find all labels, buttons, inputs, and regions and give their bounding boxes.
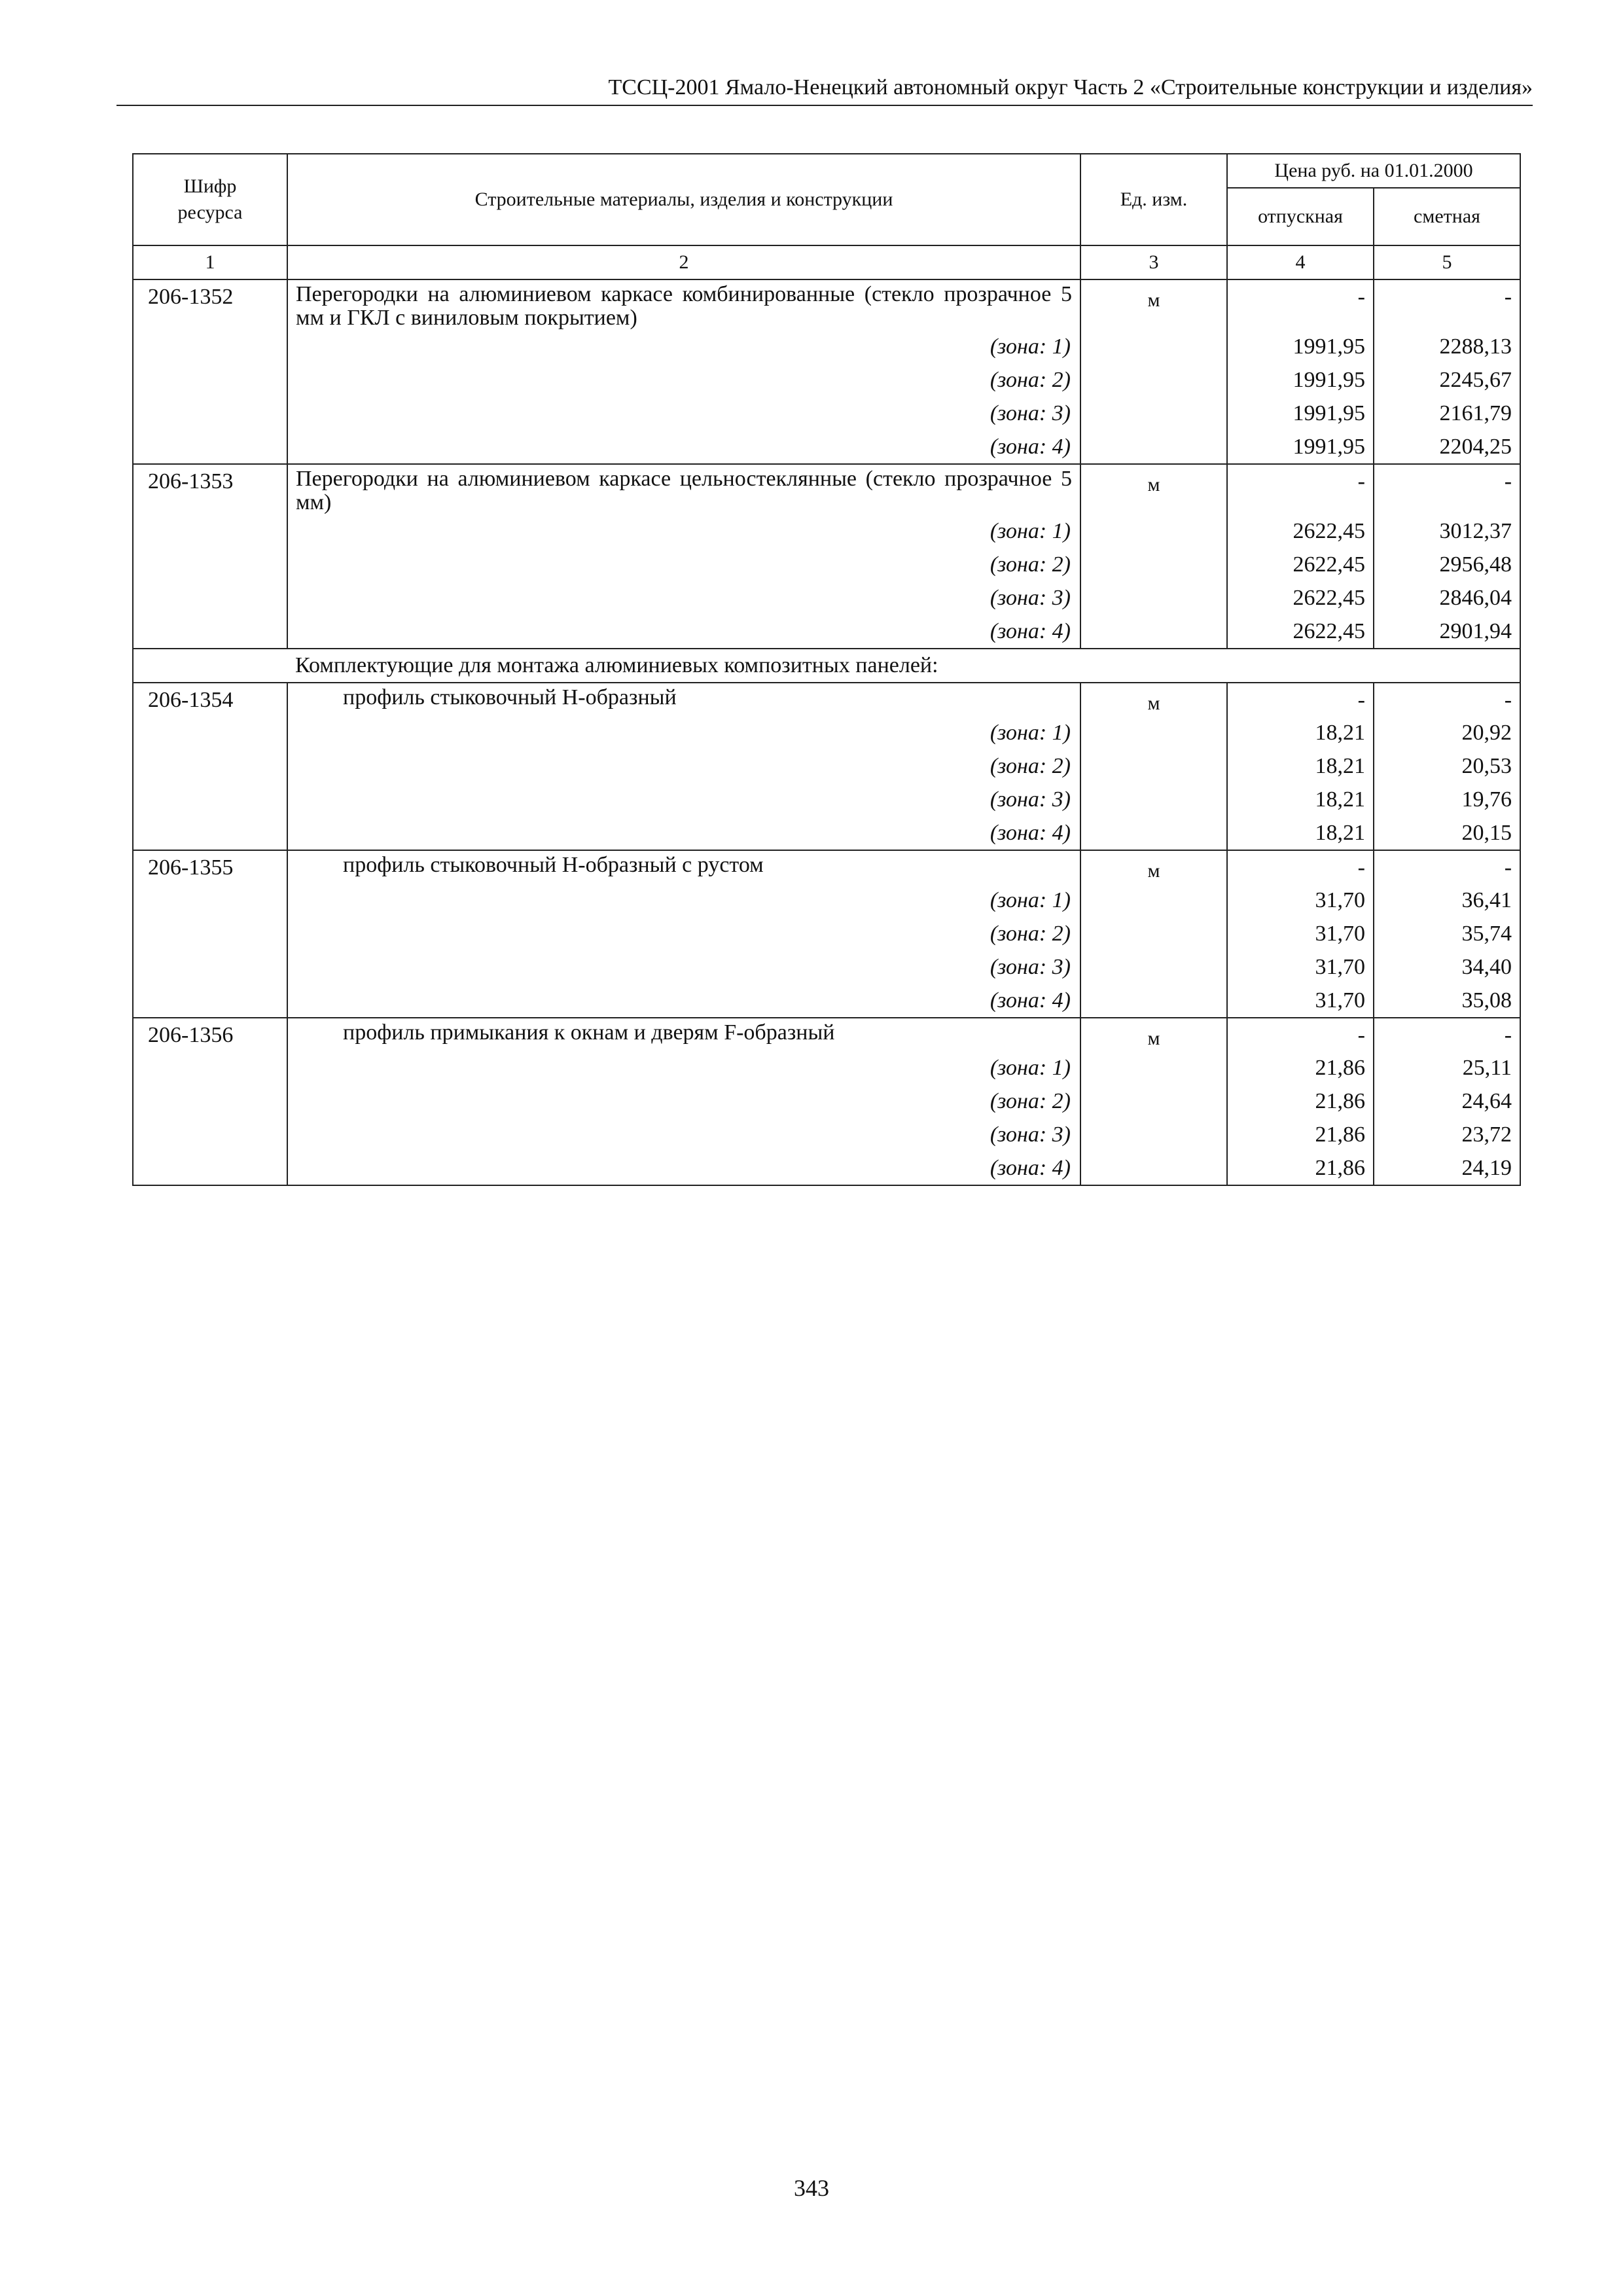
zone-estimate: 2901,94 bbox=[1374, 615, 1520, 649]
running-header: ТССЦ-2001 Ямало-Ненецкий автономный округ Часть 2 «Строительные конструкции и изделия» bbox=[116, 71, 1533, 106]
zone-release: 18,21 bbox=[1227, 716, 1374, 749]
zone-release: 21,86 bbox=[1227, 1151, 1374, 1185]
zone-estimate: 24,64 bbox=[1374, 1085, 1520, 1118]
resource-code: 206-1356 bbox=[133, 1018, 287, 1051]
page-number: 343 bbox=[794, 2175, 829, 2201]
zone-estimate: 2245,67 bbox=[1374, 363, 1520, 397]
zone-release: 2622,45 bbox=[1227, 615, 1374, 649]
zone-release: 1991,95 bbox=[1227, 363, 1374, 397]
zone-row bbox=[133, 581, 1520, 615]
zone-release: 31,70 bbox=[1227, 950, 1374, 984]
zone-row bbox=[133, 749, 1520, 783]
zone-estimate: 20,53 bbox=[1374, 749, 1520, 783]
zone-label: (зона: 2) bbox=[287, 363, 1080, 397]
zone-row bbox=[133, 1085, 1520, 1118]
zone-estimate: 35,74 bbox=[1374, 917, 1520, 950]
table-row bbox=[133, 279, 1520, 330]
zone-label: (зона: 1) bbox=[287, 514, 1080, 548]
zone-label: (зона: 1) bbox=[287, 716, 1080, 749]
header-name: Строительные материалы, изделия и конструкции bbox=[287, 154, 1080, 245]
resource-code: 206-1355 bbox=[133, 850, 287, 884]
zone-label: (зона: 4) bbox=[287, 816, 1080, 850]
zone-release: 21,86 bbox=[1227, 1085, 1374, 1118]
resource-unit: м bbox=[1080, 464, 1227, 514]
zone-label: (зона: 4) bbox=[287, 984, 1080, 1018]
resource-group bbox=[133, 850, 1520, 1018]
table-row bbox=[133, 850, 1520, 884]
resource-group bbox=[133, 1018, 1520, 1185]
column-number: 5 bbox=[1374, 245, 1520, 279]
zone-release: 18,21 bbox=[1227, 816, 1374, 850]
zone-estimate: 2846,04 bbox=[1374, 581, 1520, 615]
zone-release: 2622,45 bbox=[1227, 514, 1374, 548]
header-code: Шифр ресурса bbox=[133, 154, 287, 245]
zone-estimate: 24,19 bbox=[1374, 1151, 1520, 1185]
zone-estimate: 25,11 bbox=[1374, 1051, 1520, 1085]
column-number: 4 bbox=[1227, 245, 1374, 279]
zone-row bbox=[133, 363, 1520, 397]
zone-label: (зона: 2) bbox=[287, 917, 1080, 950]
price-release: - bbox=[1227, 464, 1374, 514]
zone-row bbox=[133, 884, 1520, 917]
zone-label: (зона: 2) bbox=[287, 1085, 1080, 1118]
zone-release: 2622,45 bbox=[1227, 548, 1374, 581]
price-estimate: - bbox=[1374, 279, 1520, 330]
section-title: Комплектующие для монтажа алюминиевых композитных панелей: bbox=[287, 649, 1520, 683]
zone-estimate: 19,76 bbox=[1374, 783, 1520, 816]
column-number: 1 bbox=[133, 245, 287, 279]
resource-unit: м bbox=[1080, 683, 1227, 716]
zone-estimate: 20,15 bbox=[1374, 816, 1520, 850]
zone-label: (зона: 1) bbox=[287, 884, 1080, 917]
price-estimate: - bbox=[1374, 464, 1520, 514]
zone-label: (зона: 3) bbox=[287, 1118, 1080, 1151]
table-row bbox=[133, 1018, 1520, 1051]
zone-release: 18,21 bbox=[1227, 783, 1374, 816]
zone-estimate: 35,08 bbox=[1374, 984, 1520, 1018]
resource-group bbox=[133, 279, 1520, 464]
zone-release: 31,70 bbox=[1227, 917, 1374, 950]
zone-estimate: 2956,48 bbox=[1374, 548, 1520, 581]
resource-group bbox=[133, 683, 1520, 850]
header-price-group: Цена руб. на 01.01.2000 bbox=[1227, 154, 1520, 188]
resource-code: 206-1353 bbox=[133, 464, 287, 514]
zone-row bbox=[133, 917, 1520, 950]
zone-row bbox=[133, 1118, 1520, 1151]
header-price-estimate: сметная bbox=[1374, 188, 1520, 245]
zone-row bbox=[133, 1151, 1520, 1185]
resource-name: профиль примыкания к окнам и дверям F-образный bbox=[287, 1018, 1080, 1051]
table-row bbox=[133, 464, 1520, 514]
zone-release: 21,86 bbox=[1227, 1118, 1374, 1151]
zone-label: (зона: 3) bbox=[287, 783, 1080, 816]
zone-label: (зона: 4) bbox=[287, 615, 1080, 649]
zone-row bbox=[133, 330, 1520, 363]
resource-code: 206-1352 bbox=[133, 279, 287, 330]
column-number: 2 bbox=[287, 245, 1080, 279]
section bbox=[133, 649, 1520, 683]
resource-name: Перегородки на алюминиевом каркасе цельностеклянные (стекло прозрачное 5 мм) bbox=[287, 464, 1080, 514]
zone-row bbox=[133, 950, 1520, 984]
zone-release: 21,86 bbox=[1227, 1051, 1374, 1085]
zone-row bbox=[133, 548, 1520, 581]
resource-unit: м bbox=[1080, 1018, 1227, 1051]
zone-release: 1991,95 bbox=[1227, 397, 1374, 430]
resource-unit: м bbox=[1080, 850, 1227, 884]
price-release: - bbox=[1227, 683, 1374, 716]
price-estimate: - bbox=[1374, 850, 1520, 884]
zone-estimate: 3012,37 bbox=[1374, 514, 1520, 548]
zone-label: (зона: 3) bbox=[287, 581, 1080, 615]
zone-label: (зона: 4) bbox=[287, 1151, 1080, 1185]
zone-label: (зона: 1) bbox=[287, 1051, 1080, 1085]
zone-estimate: 2288,13 bbox=[1374, 330, 1520, 363]
zone-row bbox=[133, 1051, 1520, 1085]
zone-label: (зона: 2) bbox=[287, 749, 1080, 783]
zone-estimate: 20,92 bbox=[1374, 716, 1520, 749]
price-release: - bbox=[1227, 279, 1374, 330]
zone-release: 31,70 bbox=[1227, 984, 1374, 1018]
section-row bbox=[133, 649, 1520, 683]
zone-estimate: 34,40 bbox=[1374, 950, 1520, 984]
header-unit: Ед. изм. bbox=[1080, 154, 1227, 245]
zone-estimate: 2161,79 bbox=[1374, 397, 1520, 430]
price-release: - bbox=[1227, 1018, 1374, 1051]
zone-row bbox=[133, 615, 1520, 649]
resource-name: профиль стыковочный Н-образный bbox=[287, 683, 1080, 716]
zone-label: (зона: 3) bbox=[287, 397, 1080, 430]
resource-name: Перегородки на алюминиевом каркасе комбинированные (стекло прозрачное 5 мм и ГКЛ с виниловым покрытием) bbox=[287, 279, 1080, 330]
zone-release: 2622,45 bbox=[1227, 581, 1374, 615]
zone-estimate: 23,72 bbox=[1374, 1118, 1520, 1151]
zone-row bbox=[133, 783, 1520, 816]
zone-label: (зона: 2) bbox=[287, 548, 1080, 581]
zone-row bbox=[133, 430, 1520, 464]
price-estimate: - bbox=[1374, 1018, 1520, 1051]
price-release: - bbox=[1227, 850, 1374, 884]
resource-price-table bbox=[132, 153, 1521, 1186]
price-estimate: - bbox=[1374, 683, 1520, 716]
table-row bbox=[133, 683, 1520, 716]
column-number: 3 bbox=[1080, 245, 1227, 279]
zone-release: 31,70 bbox=[1227, 884, 1374, 917]
zone-release: 1991,95 bbox=[1227, 430, 1374, 464]
zone-label: (зона: 4) bbox=[287, 430, 1080, 464]
resource-code: 206-1354 bbox=[133, 683, 287, 716]
zone-release: 1991,95 bbox=[1227, 330, 1374, 363]
zone-row bbox=[133, 397, 1520, 430]
zone-row bbox=[133, 816, 1520, 850]
zone-estimate: 2204,25 bbox=[1374, 430, 1520, 464]
resource-unit: м bbox=[1080, 279, 1227, 330]
header-price-release: отпускная bbox=[1227, 188, 1374, 245]
zone-label: (зона: 1) bbox=[287, 330, 1080, 363]
resource-group bbox=[133, 464, 1520, 649]
resource-name: профиль стыковочный Н-образный с рустом bbox=[287, 850, 1080, 884]
zone-row bbox=[133, 984, 1520, 1018]
zone-release: 18,21 bbox=[1227, 749, 1374, 783]
zone-label: (зона: 3) bbox=[287, 950, 1080, 984]
zone-row bbox=[133, 514, 1520, 548]
zone-row bbox=[133, 716, 1520, 749]
zone-estimate: 36,41 bbox=[1374, 884, 1520, 917]
